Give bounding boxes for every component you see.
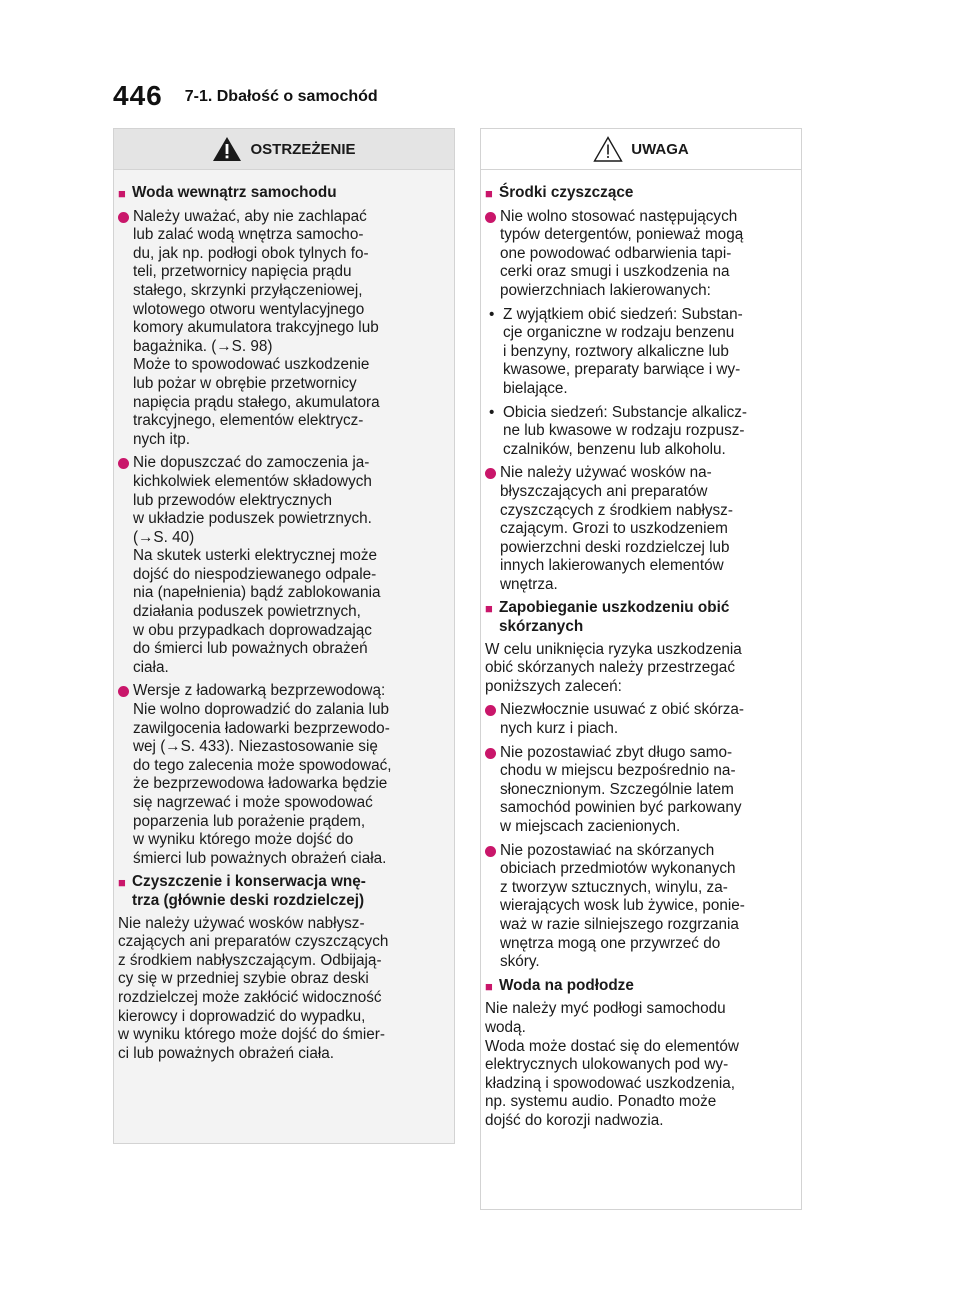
warning-heading-water bbox=[118, 184, 450, 204]
circle-bullet-icon bbox=[485, 748, 496, 759]
list-item-text: Nie dopuszczać do zamoczenia ja- kichkolwiek elementów składowych lub przewodów elektrycznych w układzie poduszek powietrznych. (→S. 40) Na skutek usterki elektrycznej może dojść do niespodziewanego odpale- nia (napełnienia) bądź zablokowania działania poduszek powietrznych, w obu przypadkach doprowadzając do śmierci lub poważnych obrażeń ciała. bbox=[133, 454, 381, 676]
warning-heading-cleaning bbox=[118, 873, 450, 910]
circle-bullet-icon bbox=[118, 458, 129, 469]
list-item-text: Należy uważać, aby nie zachlapać lub zalać wodą wnętrza samocho- du, jak np. podłogi obok tylnych fo- teli, przetwornicy napięcia prądu stałego, skrzynki przyłączeniowej, wlotowego otworu wentylacyjnego komory akumulatora trakcyjnego lub bagażnika. (→S. 98) Może to spowodować uszkodzenie lub pożar w obrębie przetwornicy napięcia prądu stałego, akumulatora trakcyjnego, elementów elektrycz- nych itp. bbox=[133, 207, 380, 448]
square-bullet-icon: ■ bbox=[485, 186, 493, 201]
circle-bullet-icon bbox=[485, 846, 496, 857]
notice-header bbox=[481, 129, 801, 170]
heading-text: Zapobieganie uszkodzeniu obić skórzanych bbox=[499, 599, 730, 636]
circle-bullet-icon bbox=[485, 468, 496, 479]
list-item-text: Wersje z ładowarką bezprzewodową: Nie wolno doprowadzić do zalania lub zawilgocenia ładowarki bezprzewodo- wej (→S. 433). Niezastosowanie się do tego zalecenia może spowodować, że bezprzewodowa ładowarka będzie się nagrzewać i może spowodować poparzenia lub porażenie prądem, w wyniku którego może dojść do śmierci lub poważnych obrażeń ciała. bbox=[133, 682, 392, 867]
square-bullet-icon: ■ bbox=[485, 978, 493, 994]
page-number: 446 bbox=[113, 80, 163, 111]
page-header bbox=[113, 78, 378, 114]
square-bullet-icon: ■ bbox=[485, 601, 493, 617]
list-item bbox=[118, 682, 450, 868]
notice-title: UWAGA bbox=[631, 140, 689, 158]
dot-marker-icon: • bbox=[489, 305, 495, 323]
heading-text: Woda na podłodze bbox=[499, 976, 634, 994]
paragraph: Nie należy używać wosków nabłysz- czających ani preparatów czyszczących z środkiem nabłyszczającym. Odbijają- cy się w przedniej szybie obraz deski rozdzielczej może zakłócić widoczność kierowcy i doprowadzić do wypadku, w wyniku którego może dojść do śmier- ci lub poważnych obrażeń ciała. bbox=[118, 914, 389, 1062]
sub-list-item bbox=[485, 306, 797, 399]
list-item-text: Nie pozostawiać zbyt długo samo- chodu w miejscu bezpośrednio na- słonecznionym. Szczególnie latem samochód powinien być parkowany w miejscach zacienionych. bbox=[500, 743, 742, 835]
circle-bullet-icon bbox=[118, 686, 129, 697]
notice-heading-floor-water bbox=[485, 977, 797, 997]
circle-bullet-icon bbox=[485, 212, 496, 223]
circle-bullet-icon bbox=[485, 705, 496, 716]
list-item bbox=[118, 208, 450, 450]
dot-marker-icon: • bbox=[489, 403, 495, 421]
warning-title: OSTRZEŻENIE bbox=[250, 140, 356, 158]
warning-triangle-icon bbox=[212, 136, 242, 162]
list-item bbox=[485, 464, 797, 594]
square-bullet-icon: ■ bbox=[118, 875, 126, 891]
heading-text: Środki czyszczące bbox=[499, 184, 634, 201]
warning-box bbox=[113, 128, 455, 1144]
heading-text: Czyszczenie i konserwacja wnę- trza (głównie deski rozdzielczej) bbox=[132, 873, 366, 909]
list-item-text: Nie należy używać wosków na- błyszczających ani preparatów czyszczących z środkiem nabłysz- czającym. Grozi to uszkodzeniem powierzchni deski rozdzielczej lub innych lakierowanych elementów wnętrza. bbox=[500, 464, 733, 593]
heading-text: Woda wewnątrz samochodu bbox=[132, 184, 337, 201]
list-item bbox=[118, 454, 450, 677]
caution-triangle-icon bbox=[593, 136, 623, 162]
circle-bullet-icon bbox=[118, 212, 129, 223]
warning-header bbox=[114, 129, 454, 170]
notice-content bbox=[481, 170, 801, 1131]
list-item bbox=[485, 701, 797, 738]
sub-list-item bbox=[485, 404, 797, 460]
list-item bbox=[485, 842, 797, 972]
paragraph: W celu uniknięcia ryzyka uszkodzenia obić skórzanych należy przestrzegać poniższych zaleceń: bbox=[485, 640, 742, 695]
list-item-text: Nie wolno stosować następujących typów detergentów, ponieważ mogą one powodować odbarwienia tapi- cerki oraz smugi i uszkodzenia na powierzchniach lakierowanych: bbox=[500, 207, 744, 299]
list-item-text: Niezwłocznie usuwać z obić skórza- nych kurz i piach. bbox=[500, 701, 744, 738]
list-item bbox=[485, 744, 797, 837]
notice-heading-leather bbox=[485, 599, 797, 636]
section-title: 7-1. Dbałość o samochód bbox=[184, 88, 378, 105]
notice-heading-cleaners bbox=[485, 184, 797, 204]
sub-list-item-text: Obicia siedzeń: Substancje alkalicz- ne lub kwasowe w rodzaju rozpusz- czalników, benzenu lub alkoholu. bbox=[503, 403, 748, 458]
list-item bbox=[485, 208, 797, 301]
notice-box bbox=[480, 128, 802, 1210]
sub-list-item-text: Z wyjątkiem obić siedzeń: Substan- cje organiczne w rodzaju benzenu i benzyny, roztwory alkaliczne lub kwasowe, preparaty barwiące i wy- bielające. bbox=[503, 305, 743, 397]
paragraph: Nie należy myć podłogi samochodu wodą. Woda może dostać się do elementów elektrycznych ulokowanych pod wy- kładziną i spowodować uszkodzenia, np. systemu audio. Ponadto może dojść do korozji nadwozia. bbox=[485, 1000, 739, 1129]
square-bullet-icon: ■ bbox=[118, 186, 126, 201]
list-item-text: Nie pozostawiać na skórzanych obiciach przedmiotów wykonanych z tworzyw sztucznych, winylu, za- wierających wosk lub żywice, ponie- waż w razie silniejszego rozgrzania wnętrza mogą one przywrzeć do skóry. bbox=[500, 841, 745, 971]
warning-content bbox=[114, 170, 454, 1063]
